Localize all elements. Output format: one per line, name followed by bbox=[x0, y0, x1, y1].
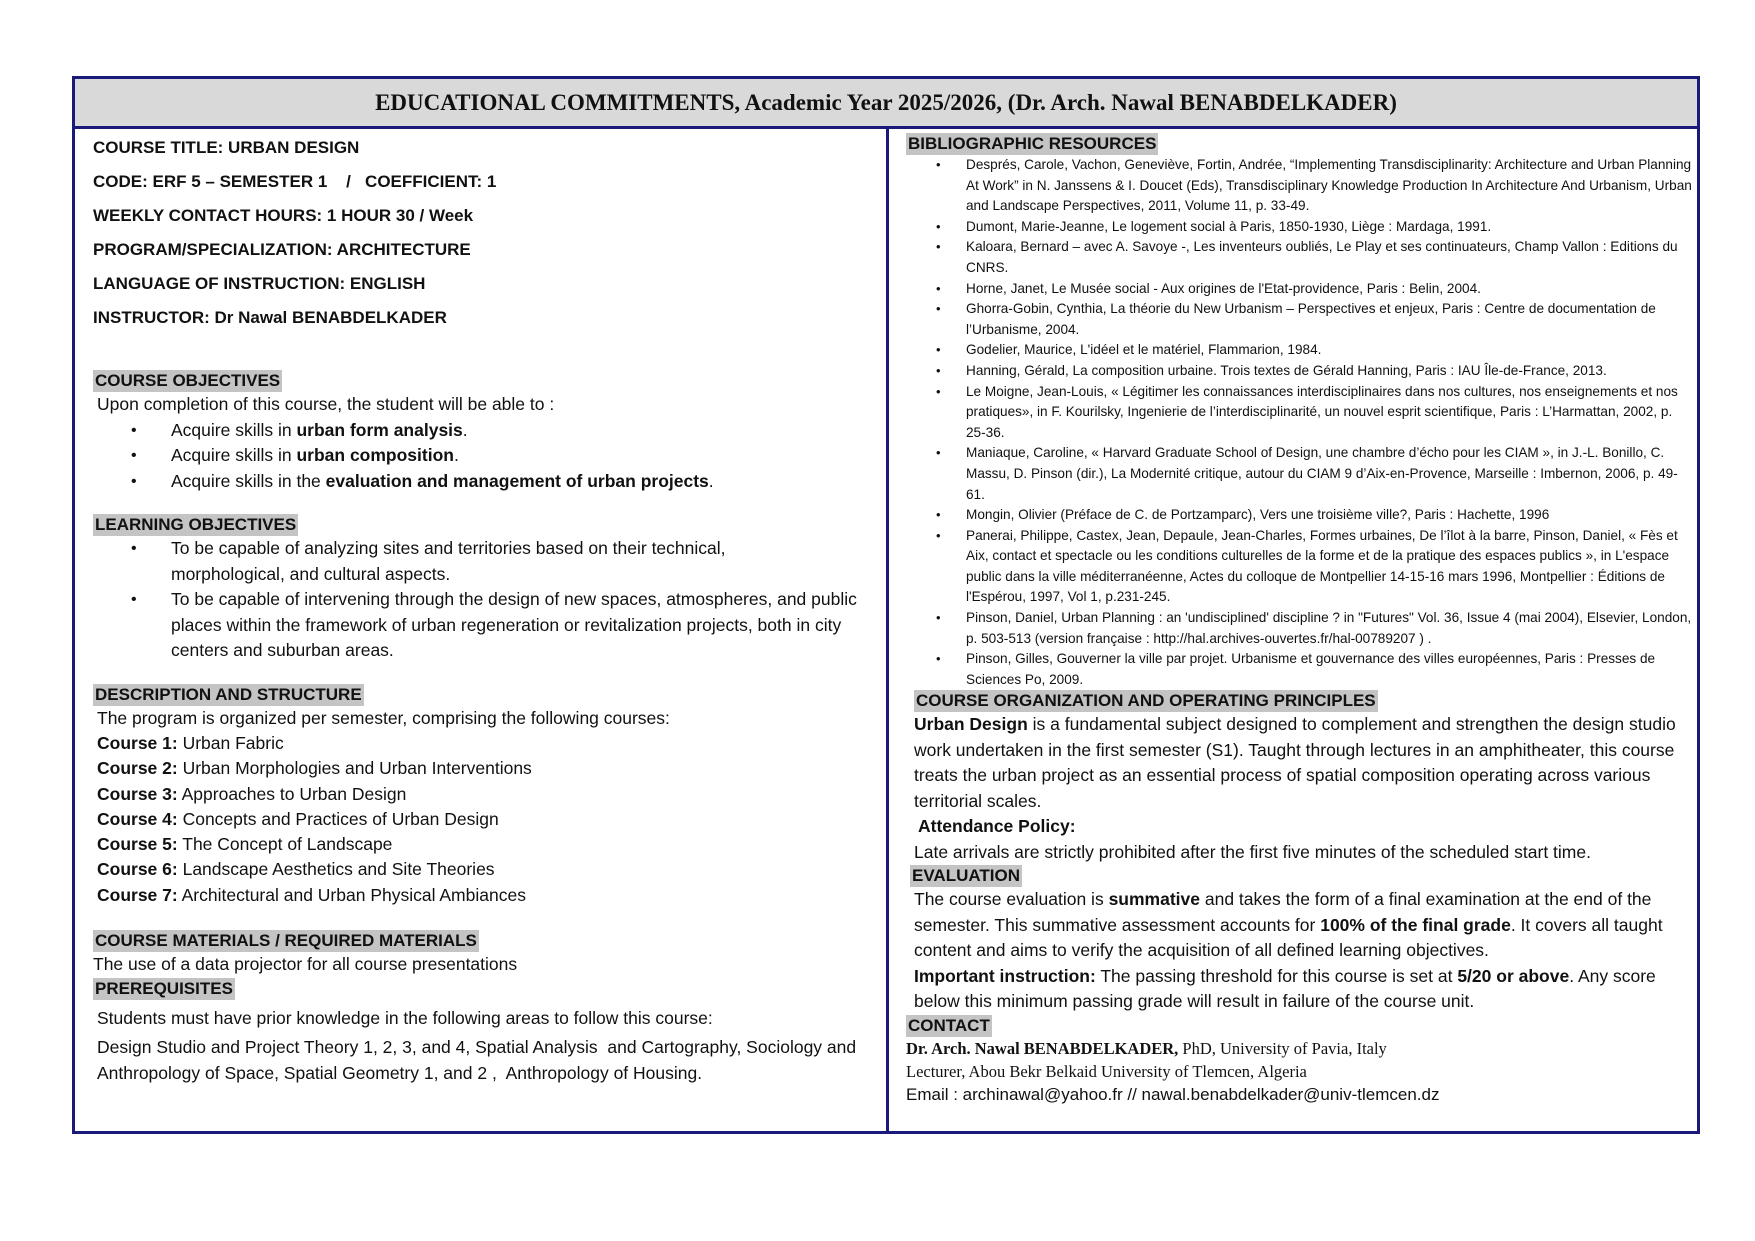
important-instruction: Important instruction: The passing threshold for this course is set at 5/20 or above. Any score below this minimum passing grade will result in failure of the course unit. bbox=[914, 965, 1656, 1012]
course-item: Course 5: The Concept of Landscape bbox=[97, 834, 393, 855]
bibliography-item: • Ghorra-Gobin, Cynthia, La théorie du New Urbanism – Perspectives et enjeux, Paris : Centre de documentation de l’Urbanisme, 2004. bbox=[906, 299, 1696, 340]
bibliography-item: • Pinson, Daniel, Urban Planning : an 'undisciplined' discipline ? in "Futures" Vol. 36, Issue 4 (mai 2004), Elsevier, London, p. 503-513 (version française : http://hal.archives-ouvertes.fr/hal-00789207 ) . bbox=[906, 608, 1696, 649]
bibliography-item: • Després, Carole, Vachon, Geneviève, Fortin, Andrée, “Implementing Transdisciplinarity: Architecture and Urban Planning At Work” in N. Janssens & I. Doucet (Eds), Transdisciplinary Knowledge Production In Architecture And Urbanism, Urban and Landscape Perspectives, 2011, Volume 11, p. 33-49. bbox=[906, 155, 1696, 217]
organization-heading: COURSE ORGANIZATION AND OPERATING PRINCIPLES bbox=[916, 691, 1376, 711]
learning-objectives-list bbox=[93, 536, 883, 664]
course-code: CODE: ERF 5 – SEMESTER 1 / COEFFICIENT: 1 bbox=[93, 172, 497, 191]
bibliography-heading: BIBLIOGRAPHIC RESOURCES bbox=[908, 134, 1157, 153]
page-title: EDUCATIONAL COMMITMENTS, Academic Year 2025/2026, (Dr. Arch. Nawal BENABDELKADER) bbox=[375, 89, 1397, 115]
bibliography-item: • Dumont, Marie-Jeanne, Le logement social à Paris, 1850-1930, Liège : Mardaga, 1991. bbox=[906, 217, 1696, 238]
bibliography-item: • Maniaque, Caroline, « Harvard Graduate School of Design, une chambre d’écho pour les CIAM », in J.-L. Bonillo, C. Massu, D. Pinson (dir.), La Modernité critique, autour du CIAM 9 d’Aix-en-Provence, Marseille : Imbernon, 2006, p. 49-61. bbox=[906, 443, 1696, 505]
course-title: COURSE TITLE: URBAN DESIGN bbox=[93, 138, 360, 157]
program: PROGRAM/SPECIALIZATION: ARCHITECTURE bbox=[93, 240, 471, 259]
course-item: Course 1: Urban Fabric bbox=[97, 733, 284, 753]
prerequisites-text: Design Studio and Project Theory 1, 2, 3, and 4, Spatial Analysis and Cartography, Sociology and Anthropology of Space, Spatial Geometry 1, and 2 , Anthropology of Housing. bbox=[97, 1037, 861, 1083]
contact-email[interactable]: Email : archinawal@yahoo.fr // nawal.benabdelkader@univ-tlemcen.dz bbox=[906, 1084, 1440, 1104]
bibliography-item: • Le Moigne, Jean-Louis, « Légitimer les connaissances interdisciplinaires dans nos cultures, nos enseignements et nos pratiques», in F. Kourilsky, Ingenierie de l’interdisciplinarité, un nouvel esprit scientifique, Paris : L’Harmattan, 2002, p. 25-36. bbox=[906, 382, 1696, 444]
course-item: Course 7: Architectural and Urban Physical Ambiances bbox=[97, 884, 526, 905]
weekly-hours: WEEKLY CONTACT HOURS: 1 HOUR 30 / Week bbox=[93, 206, 474, 225]
bibliography-item: • Hanning, Gérald, La composition urbaine. Trois textes de Gérald Hanning, Paris : IAU Île-de-France, 2013. bbox=[906, 361, 1696, 382]
description-intro: The program is organized per semester, comprising the following courses: bbox=[97, 707, 670, 728]
course-item: Course 6: Landscape Aesthetics and Site Theories bbox=[97, 859, 495, 880]
list-item: • Acquire skills in urban form analysis. bbox=[93, 418, 883, 444]
list-item: • Acquire skills in the evaluation and management of urban projects. bbox=[93, 469, 883, 495]
materials-heading: COURSE MATERIALS / REQUIRED MATERIALS bbox=[95, 931, 477, 951]
bibliography-item: • Pinson, Gilles, Gouverner la ville par projet. Urbanisme et gouvernance des villes européennes, Paris : Presses de Sciences Po, 2009. bbox=[906, 649, 1696, 690]
bibliography-section bbox=[906, 133, 1696, 690]
commitments-table bbox=[72, 76, 1700, 1134]
course-item: Course 2: Urban Morphologies and Urban Interventions bbox=[97, 758, 532, 779]
evaluation-text: The course evaluation is summative and takes the form of a final examination at the end of the semester. This summative assessment accounts for 100% of the final grade. It covers all taught content and aims to verify the acquisition of all defined learning objectives. bbox=[914, 889, 1663, 961]
attendance-heading: Attendance Policy: bbox=[918, 816, 1076, 837]
course-objectives-list bbox=[93, 418, 883, 495]
instructor: INSTRUCTOR: Dr Nawal BENABDELKADER bbox=[93, 308, 447, 327]
course-info bbox=[93, 131, 883, 335]
course-item: Course 4: Concepts and Practices of Urban Design bbox=[97, 808, 499, 829]
list-item: • To be capable of analyzing sites and territories based on their technical, morphological, and cultural aspects. bbox=[93, 536, 883, 587]
course-objectives-intro: Upon completion of this course, the student will be able to : bbox=[97, 394, 555, 414]
contact-heading: CONTACT bbox=[908, 1015, 990, 1035]
column-divider bbox=[886, 129, 889, 1131]
list-item: • Acquire skills in urban composition. bbox=[93, 443, 883, 469]
learning-objectives-heading: LEARNING OBJECTIVES bbox=[95, 515, 297, 534]
bibliography-item: • Horne, Janet, Le Musée social - Aux origines de l'Etat-providence, Paris : Belin, 2004. bbox=[906, 279, 1696, 300]
description-section bbox=[93, 684, 883, 909]
organization-text: Urban Design is a fundamental subject designed to complement and strengthen the design studio work undertaken in the first semester (S1). Taught through lectures in an amphitheater, this course treats the urban project as an essential process of spatial composition operating across various territorial scales. bbox=[914, 714, 1676, 811]
bibliography-item: • Godelier, Maurice, L'idéel et le matériel, Flammarion, 1984. bbox=[906, 340, 1696, 361]
language: LANGUAGE OF INSTRUCTION: ENGLISH bbox=[93, 274, 426, 293]
bibliography-item: • Kaloara, Bernard – avec A. Savoye -, Les inventeurs oubliés, Le Play et ses continuateurs, Champ Vallon : Editions du CNRS. bbox=[906, 237, 1696, 278]
title-bar bbox=[75, 79, 1697, 129]
prerequisites-intro: Students must have prior knowledge in the following areas to follow this course: bbox=[97, 1007, 713, 1028]
contact-name: Dr. Arch. Nawal BENABDELKADER, PhD, University of Pavia, Italy bbox=[906, 1038, 1387, 1058]
evaluation-heading: EVALUATION bbox=[912, 866, 1020, 886]
bibliography-item: • Mongin, Olivier (Préface de C. de Portzamparc), Vers une troisième ville?, Paris : Hachette, 1996 bbox=[906, 505, 1696, 526]
attendance-text: Late arrivals are strictly prohibited after the first five minutes of the scheduled start time. bbox=[914, 841, 1591, 862]
prerequisites-heading: PREREQUISITES bbox=[95, 978, 233, 998]
learning-objectives-section bbox=[93, 514, 883, 664]
organization-section bbox=[906, 690, 1696, 865]
left-column bbox=[93, 131, 883, 1086]
materials-text: The use of a data projector for all course presentations bbox=[93, 954, 518, 975]
contact-section bbox=[906, 1015, 1696, 1107]
course-objectives-heading: COURSE OBJECTIVES bbox=[95, 371, 281, 390]
materials-section bbox=[93, 930, 883, 978]
description-heading: DESCRIPTION AND STRUCTURE bbox=[95, 684, 362, 704]
contact-position: Lecturer, Abou Bekr Belkaid University of Tlemcen, Algeria bbox=[906, 1061, 1307, 1081]
list-item: • To be capable of intervening through the design of new spaces, atmospheres, and public places within the framework of urban regeneration or revitalization projects, both in city centers and suburban areas. bbox=[93, 587, 883, 664]
right-column bbox=[906, 131, 1696, 1107]
course-item: Course 3: Approaches to Urban Design bbox=[97, 783, 407, 804]
evaluation-section bbox=[906, 865, 1696, 1015]
course-objectives-section bbox=[93, 370, 883, 494]
bibliography-item: • Panerai, Philippe, Castex, Jean, Depaule, Jean-Charles, Formes urbaines, De l’îlot à la barre, Pinson, Daniel, « Fès et Aix, contact et spectacle ou les conditions culturelles de la forme et de la pratique des espaces publics », in L'espace public dans la ville méditerranéenne, Actes du colloque de Montpellier 14-15-16 mars 1996, Montpellier : Éditions de l'Espérou, 1997, Vol 1, p.231-245. bbox=[906, 526, 1696, 608]
bibliography-list bbox=[906, 155, 1696, 690]
prerequisites-section bbox=[93, 978, 883, 1087]
